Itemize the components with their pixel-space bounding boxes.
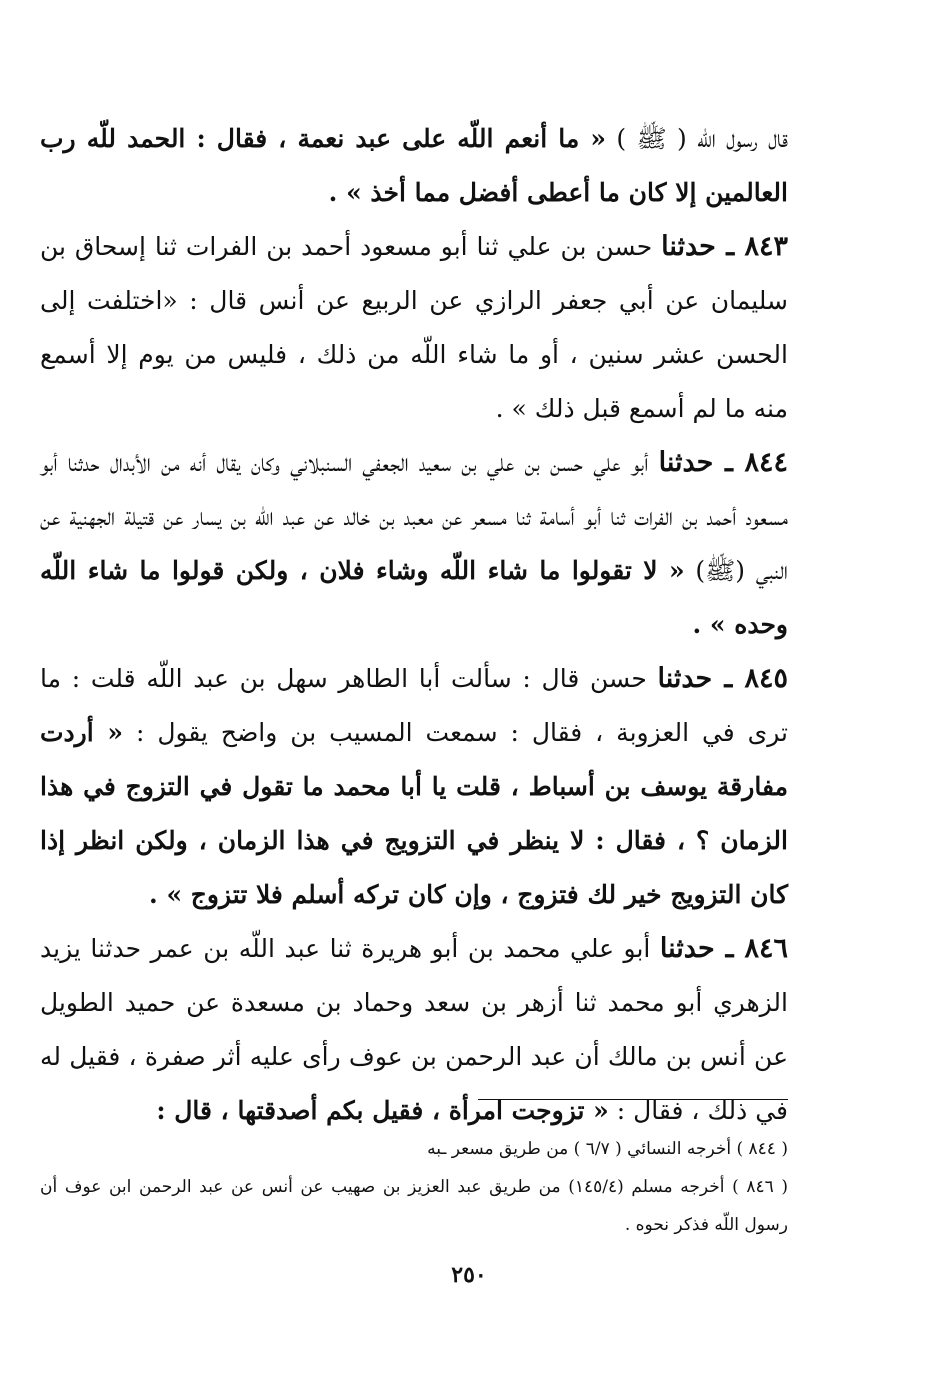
hadith-chain-846: أبو علي محمد بن أبو هريرة ثنا عبد اللّه بن عمر حدثنا يزيد الزهري أبو محمد ثنا أزهر بن سعد وحماد بن مسعدة عن حميد الطويل عن أنس بن مالك أن عبد الرحمن بن عوف رأى عليه أثر صفرة ، فقيل له في ذلك ، فقال : (40, 934, 788, 1125)
hadith-matn-845: « أردت مفارقة يوسف بن أسباط ، قلت يا أبا محمد ما تقول في التزوج في هذا الزمان ؟ ، فقال : لا ينظر في التزويج في هذا الزمان ، ولكن انظر إذا كان التزويج خير لك فتزوج ، وإن كان تركه أسلم فلا تتزوج » . (40, 718, 788, 909)
footnotes (40, 1130, 788, 1244)
hadith-number-844: ٨٤٤ ـ حدثنا (658, 447, 788, 478)
hadith-number-843: ٨٤٣ ـ حدثنا (661, 231, 788, 262)
page-number: ٢٥٠ (451, 1262, 487, 1288)
footnote-846: ( ٨٤٦ ) أخرجه مسلم (١٤٥/٤) من طريق عبد العزيز بن صهيب عن أنس عن عبد الرحمن ابن عوف أن رسول اللّه فذكر نحوه . (40, 1177, 788, 1235)
hadith-number-845: ٨٤٥ ـ حدثنا (657, 663, 788, 694)
footnote-separator (478, 1099, 788, 1100)
paragraph-846 (40, 922, 788, 1138)
hadith-number-846: ٨٤٦ ـ حدثنا (659, 933, 788, 964)
intro-lead: قال رسول اللّه ( ﷺ ) (606, 124, 788, 153)
paragraph-intro (40, 112, 788, 220)
hadith-text-843: حسن بن علي ثنا أبو مسعود أحمد بن الفرات ثنا إسحاق بن سليمان عن أبي جعفر الرازي عن الربيع عن أنس قال : «اختلفت إلى الحسن عشر سنين ، أو ما شاء اللّه من ذلك ، فليس من يوم إلا أسمع منه ما لم أسمع قبل ذلك » . (40, 232, 788, 423)
hadith-matn-846: « تزوجت امرأة ، فقيل بكم أصدقتها ، قال : (156, 1096, 609, 1125)
intro-hadith-text: « ما أنعم اللّه على عبد نعمة ، فقال : الحمد للّه رب العالمين إلا كان ما أعطى أفضل مما أخذ » . (40, 124, 788, 207)
paragraph-844 (40, 436, 788, 652)
hadith-chain-845: حسن قال : سألت أبا الطاهر سهل بن عبد اللّه قلت : ما ترى في العزوبة ، فقال : سمعت المسيب بن واضح يقول : (40, 664, 789, 747)
paragraph-843 (40, 220, 788, 436)
main-text (40, 112, 788, 1138)
hadith-chain-844: أبو علي حسن بن علي بن سعيد الجعفي السنبلاني وكان يقال أنه من الأبدال حدثنا أبو مسعود أحمد بن الفرات ثنا أبو أسامة ثنا مسعر عن معبد بن خالد عن عبد اللّه بن يسار عن قتيلة الجهنية عن النبي (ﷺ) (40, 448, 788, 585)
hadith-matn-844: « لا تقولوا ما شاء اللّه وشاء فلان ، ولكن قولوا ما شاء اللّه وحده » . (40, 556, 788, 639)
footnote-844: ( ٨٤٤ ) أخرجه النسائي ( ٦/٧ ) من طريق مسعر ـبه (427, 1139, 788, 1159)
paragraph-845 (40, 652, 788, 922)
